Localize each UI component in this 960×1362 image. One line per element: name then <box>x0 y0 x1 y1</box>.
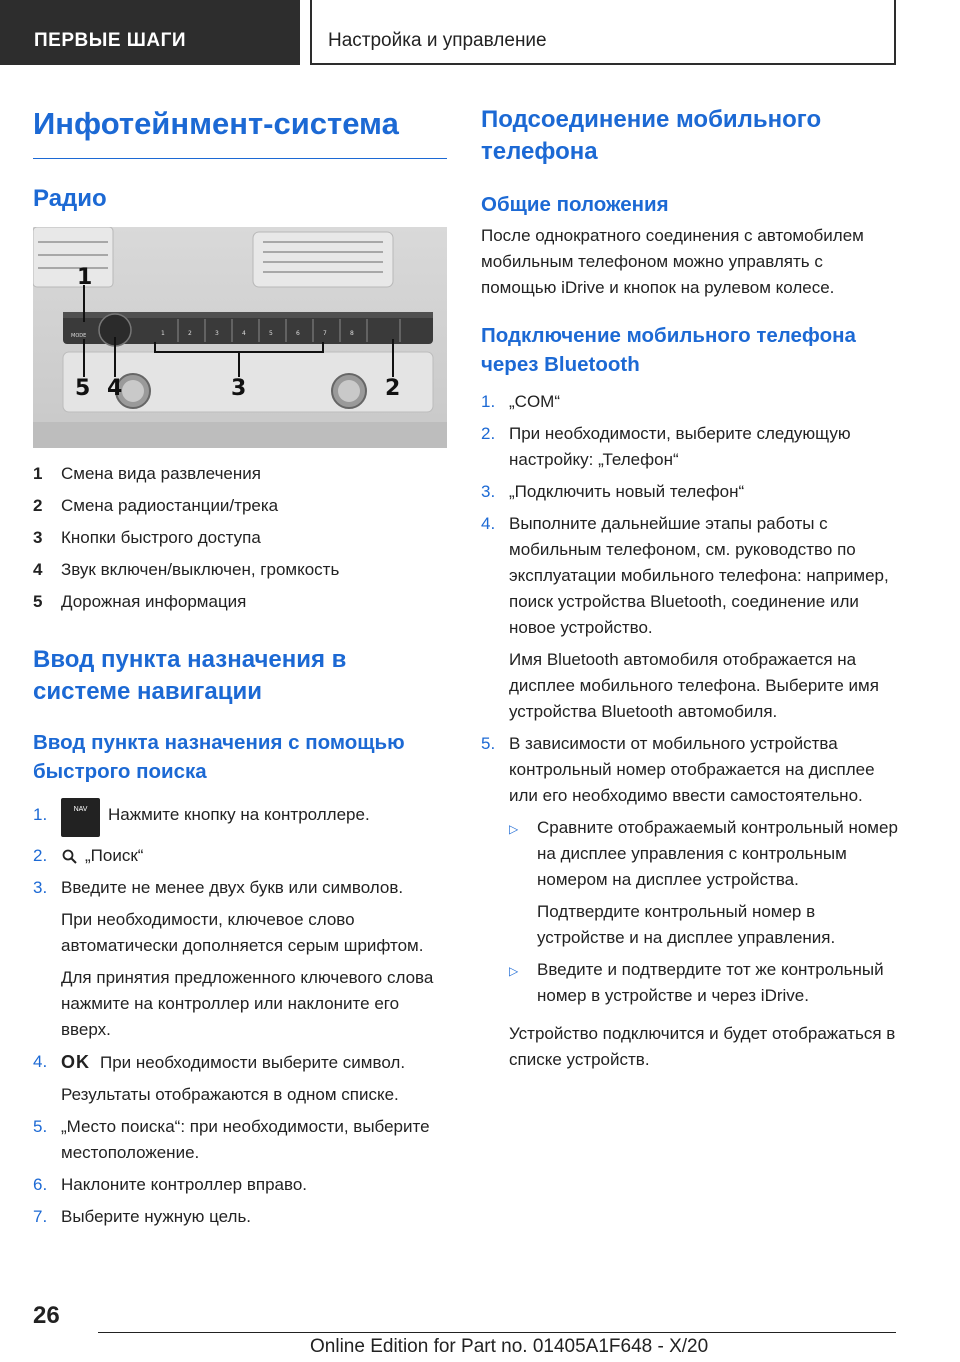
chapter-tab: Настройка и управление <box>310 0 896 65</box>
svg-text:3: 3 <box>215 330 219 337</box>
legend-item: 2 Смена радиостанции/трека <box>33 496 279 515</box>
step-item: 6. Наклоните контроллер вправо. <box>33 1175 308 1194</box>
bluetooth-steps <box>481 389 901 1015</box>
svg-text:1: 1 <box>161 330 165 337</box>
radio-legend <box>33 458 447 618</box>
svg-text:4: 4 <box>242 330 246 337</box>
navigation-heading: Ввод пункта назначения в системе навигации <box>33 646 347 705</box>
mode-label: MODE <box>71 333 87 339</box>
step-item: 5. „Место поиска“: при необходимости, выберите местоположение. <box>33 1117 430 1162</box>
legend-item: 5 Дорожная информация <box>33 592 247 611</box>
triangle-bullet-icon: ▷ <box>509 822 519 836</box>
ok-icon: OK <box>61 1052 90 1072</box>
radio-panel-photo <box>33 227 447 448</box>
bullet-list <box>509 815 901 1009</box>
quick-search-heading: Ввод пункта назначения с помощью быстрого поиска <box>33 731 405 783</box>
step-item: 1. „COM“ <box>481 392 560 411</box>
step-item: 2. „Поиск“ <box>33 846 144 865</box>
right-column <box>481 100 901 1073</box>
bullet-item: ▷ Введите и подтвердите тот же контрольный номер в устройстве и через iDrive. <box>509 957 901 1009</box>
phone-connection-title: Подсоединение мобильного телефона <box>481 106 822 165</box>
callout-3: 3 <box>231 376 247 401</box>
step-item: 3. Введите не менее двух букв или символов. При необходимости, ключевое слово автоматически дополняется серым шрифтом. Для принятия предложенного ключевого слова нажмите на контроллер или наклоните его вверх. <box>33 878 434 1039</box>
step-item: 5. В зависимости от мобильного устройства контрольный номер отображается на дисплее или его необходимо ввести самостоятельно. ▷ Сравните отображаемый контрольный номер на дисплее управления с контрольным номером на дисплее устройства. Подтвердите контрольный номер в устройстве и на дисплее управления. ▷ Введите и подтвердите тот же контрольный номер в устройстве и через iDrive. <box>481 731 901 1015</box>
section-tab: ПЕРВЫЕ ШАГИ <box>0 0 300 65</box>
left-column <box>33 100 447 1236</box>
step-item: 7. Выберите нужную цель. <box>33 1207 252 1226</box>
infotainment-title: Инфотейнмент-система <box>33 100 447 159</box>
callout-1: 1 <box>77 265 93 290</box>
triangle-bullet-icon: ▷ <box>509 964 519 978</box>
step-item: 3. „Подключить новый телефон“ <box>481 482 745 501</box>
general-heading: Общие положения <box>481 193 669 216</box>
svg-text:6: 6 <box>296 330 300 337</box>
quick-search-steps <box>33 802 447 1230</box>
page-number: 26 <box>33 1302 60 1329</box>
callout-5: 5 <box>75 376 91 401</box>
bluetooth-heading: Подключение мобильного телефона через Bluetooth <box>481 324 856 376</box>
step-item: 2. При необходимости, выберите следующую настройку: „Телефон“ <box>481 424 851 469</box>
closing-text: Устройство подключится и будет отображаться в списке устройств. <box>509 1024 896 1069</box>
nav-button-icon: NAV <box>61 798 100 837</box>
footer-divider <box>98 1332 896 1333</box>
svg-text:2: 2 <box>188 330 192 337</box>
general-text: После однократного соединения с автомобилем мобильным телефоном можно управлять с помощью iDrive и кнопок на рулевом колесе. <box>481 226 864 297</box>
step-item: 4. OK При необходимости выберите символ. Результаты отображаются в одном списке. <box>33 1049 447 1108</box>
callout-4: 4 <box>107 376 123 401</box>
svg-text:5: 5 <box>269 330 273 337</box>
radio-panel-illustration <box>33 227 447 448</box>
svg-text:8: 8 <box>350 330 354 337</box>
edition-text: Online Edition for Part no. 01405A1F648 - X/20 <box>310 1336 709 1357</box>
svg-text:7: 7 <box>323 330 327 337</box>
step-item: 4. Выполните дальнейшие этапы работы с мобильным телефоном, см. руководство по эксплуатации мобильного телефона: например, поиск устройства Bluetooth, соединение или новое устройство. Имя Bluetooth автомобиля отображается на дисплее мобильного телефона. Выберите имя устройства Bluetooth автомобиля. <box>481 514 889 721</box>
legend-item: 1 Смена вида развлечения <box>33 464 261 483</box>
radio-heading: Радио <box>33 185 107 212</box>
magnifier-icon <box>61 849 79 865</box>
legend-item: 3 Кнопки быстрого доступа <box>33 528 261 547</box>
bullet-item: ▷ Сравните отображаемый контрольный номер на дисплее управления с контрольным номером на дисплее устройства. Подтвердите контрольный номер в устройстве и на дисплее управления. <box>509 815 901 951</box>
callout-2: 2 <box>385 376 401 401</box>
page-header <box>0 0 960 65</box>
page-footer <box>0 1290 960 1362</box>
legend-item: 4 Звук включен/выключен, громкость <box>33 560 340 579</box>
step-item: 1. NAV Нажмите кнопку на контроллере. <box>33 802 447 837</box>
